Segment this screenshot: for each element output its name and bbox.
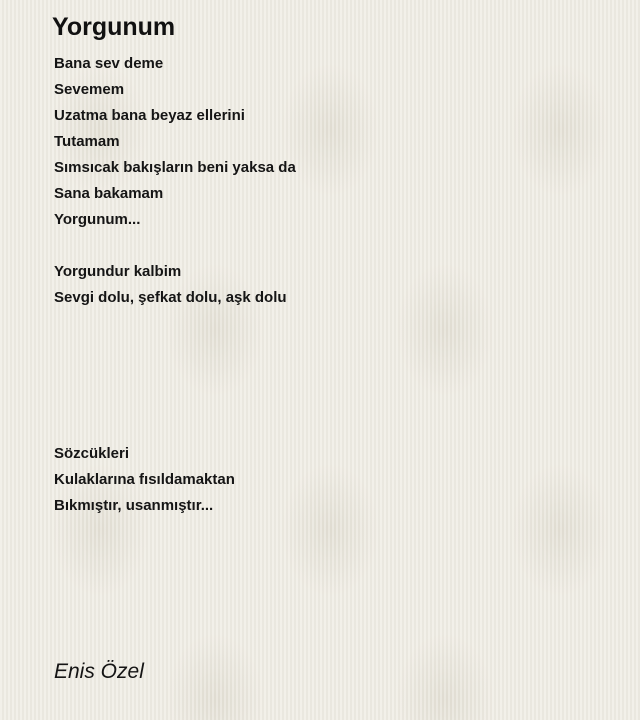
poem-author: Enis Özel <box>54 660 144 683</box>
poem-body <box>54 54 614 522</box>
stanza-break <box>54 392 614 418</box>
stanza-break <box>54 366 614 392</box>
poem-line: Yorgunum... <box>54 211 141 228</box>
stanza-break <box>54 236 614 262</box>
poem-line: Bana sev deme <box>54 55 164 72</box>
poem-line: Kulaklarına fısıldamaktan <box>54 471 235 488</box>
poem-line: Sözcükleri <box>54 445 130 462</box>
poem-line: Sımsıcak bakışların beni yaksa da <box>54 159 296 176</box>
poem-line: Sevemem <box>54 81 125 98</box>
poem-line: Sana bakamam <box>54 185 164 202</box>
stanza-break <box>54 340 614 366</box>
poem-line: Uzatma bana beyaz ellerini <box>54 107 245 124</box>
stanza-break <box>54 418 614 444</box>
stanza-break <box>54 314 614 340</box>
poem-line: Sevgi dolu, şefkat dolu, aşk dolu <box>54 289 287 306</box>
poem-line: Tutamam <box>54 133 120 150</box>
poem-line: Yorgundur kalbim <box>54 263 182 280</box>
poem-title: Yorgunum <box>52 13 176 41</box>
poem-line: Bıkmıştır, usanmıştır... <box>54 497 214 514</box>
